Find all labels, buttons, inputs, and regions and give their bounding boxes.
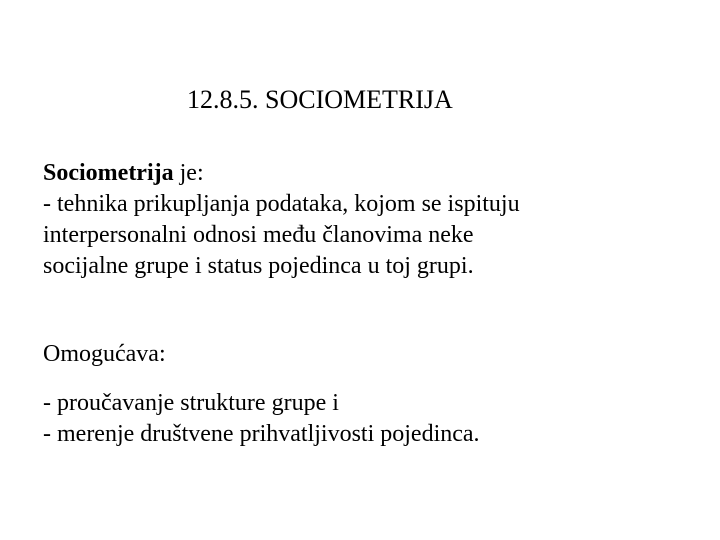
definition-heading bbox=[43, 158, 520, 189]
definition-block bbox=[43, 158, 520, 282]
definition-line: interpersonalni odnosi među članovima neke bbox=[43, 222, 474, 248]
enables-heading: Omogućava: bbox=[43, 341, 166, 367]
definition-line: - tehnika prikupljanja podataka, kojom se ispituju bbox=[43, 191, 520, 217]
definition-term-suffix: je: bbox=[173, 160, 204, 186]
slide-title: 12.8.5. SOCIOMETRIJA bbox=[187, 85, 453, 114]
enables-list-item: - proučavanje strukture grupe i bbox=[43, 390, 339, 416]
enables-list-item: - merenje društvene prihvatljivosti pojedinca. bbox=[43, 421, 480, 447]
definition-line: socijalne grupe i status pojedinca u toj grupi. bbox=[43, 253, 474, 279]
definition-term: Sociometrija bbox=[43, 160, 174, 186]
enables-list bbox=[43, 388, 480, 450]
